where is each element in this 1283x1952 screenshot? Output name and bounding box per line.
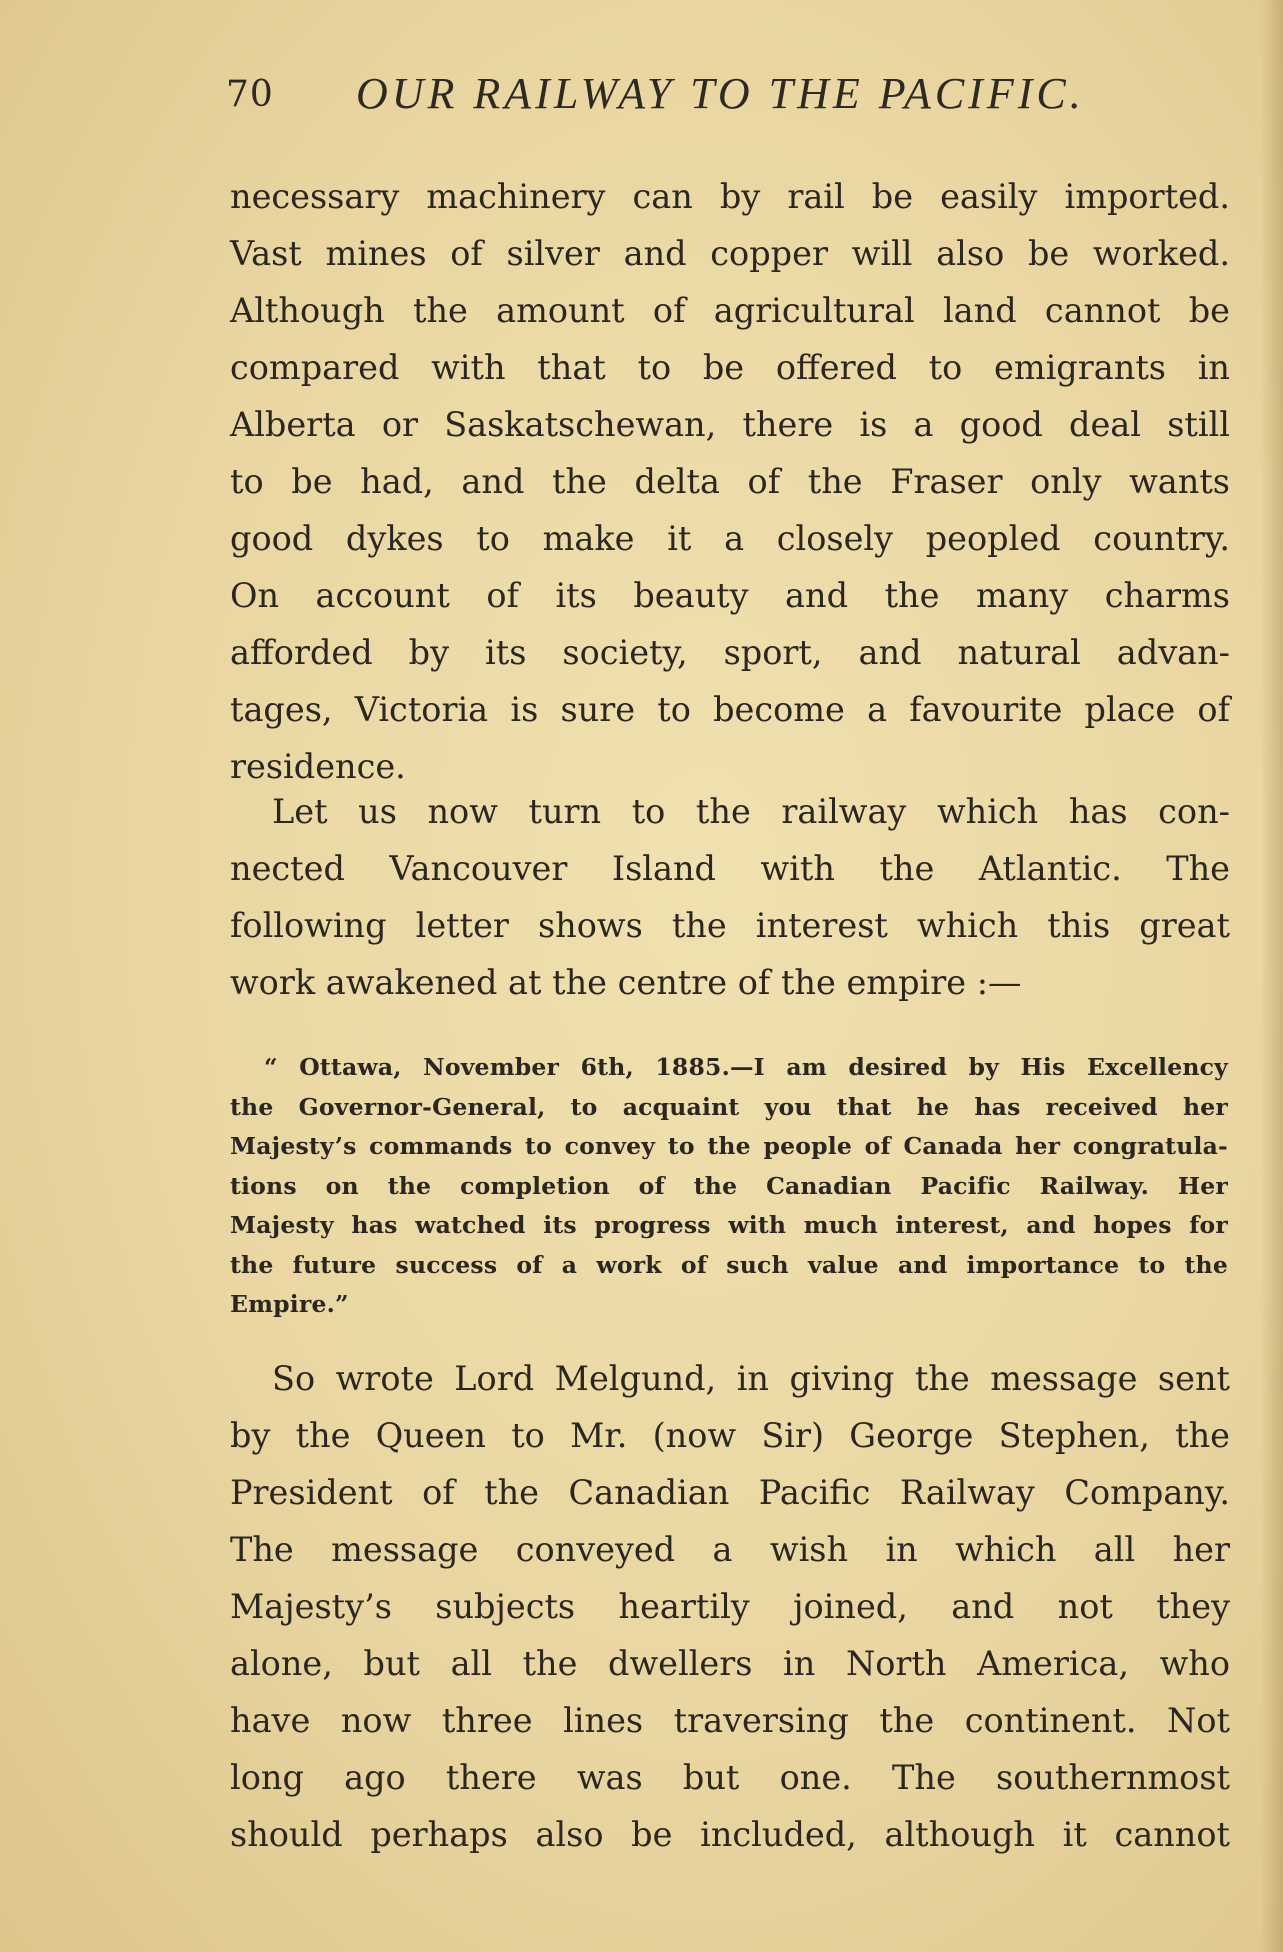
text-line: So wrote Lord Melgund, in giving the message sent: [272, 1359, 1230, 1398]
text-line: necessary machinery can by rail be easily imported.: [230, 177, 1230, 216]
text-line: should perhaps also be included, although it cannot: [230, 1815, 1230, 1854]
text-line: work awakened at the centre of the empire :—: [230, 963, 1022, 1002]
page-number: 70: [226, 74, 274, 115]
text-line: by the Queen to Mr. (now Sir) George Stephen, the: [230, 1416, 1230, 1455]
paragraph-2: [230, 783, 1230, 1011]
quote-line: tions on the completion of the Canadian Pacific Railway. Her: [230, 1171, 1228, 1200]
text-line: Majesty’s subjects heartily joined, and not they: [230, 1587, 1230, 1626]
text-line: Let us now turn to the railway which has con-: [272, 792, 1230, 831]
text-line: On account of its beauty and the many charms: [230, 576, 1230, 615]
text-line: President of the Canadian Pacific Railway Company.: [230, 1473, 1230, 1512]
quote-line: Empire.”: [230, 1290, 349, 1318]
text-line: Vast mines of silver and copper will also be worked.: [230, 234, 1230, 273]
quote-line: “ Ottawa, November 6th, 1885.—I am desired by His Excellency: [264, 1053, 1228, 1081]
text-line: compared with that to be offered to emigrants in: [230, 348, 1230, 387]
page-header: [226, 68, 1236, 128]
text-line: have now three lines traversing the continent. Not: [230, 1701, 1230, 1740]
quote-line: Majesty has watched its progress with much interest, and hopes for: [230, 1211, 1228, 1239]
quote-line: the future success of a work of such value and importance to the: [230, 1250, 1228, 1279]
text-line: tages, Victoria is sure to become a favourite place of: [230, 690, 1230, 729]
text-line: alone, but all the dwellers in North America, who: [230, 1644, 1230, 1683]
running-title: OUR RAILWAY TO THE PACIFIC.: [356, 69, 1085, 118]
paragraph-3: [230, 1350, 1230, 1863]
text-line: afforded by its society, sport, and natural advan-: [230, 633, 1230, 672]
text-line: to be had, and the delta of the Fraser only wants: [230, 462, 1230, 501]
text-line: nected Vancouver Island with the Atlantic. The: [230, 849, 1230, 888]
text-line: residence.: [230, 747, 406, 786]
text-line: Alberta or Saskatschewan, there is a good deal still: [230, 405, 1230, 444]
text-line: long ago there was but one. The southernmost: [230, 1758, 1230, 1797]
quote-line: Majesty’s commands to convey to the people of Canada her congratula-: [230, 1132, 1228, 1160]
quote-line: the Governor-General, to acquaint you that he has received her: [230, 1092, 1228, 1121]
text-line: The message conveyed a wish in which all her: [230, 1530, 1230, 1569]
text-line: Although the amount of agricultural land cannot be: [230, 291, 1230, 330]
page-edge-shadow: [1261, 0, 1283, 1952]
text-line: good dykes to make it a closely peopled country.: [230, 519, 1230, 558]
block-quotation: [230, 1048, 1228, 1325]
text-line: following letter shows the interest which this great: [230, 906, 1230, 945]
paragraph-1: [230, 168, 1230, 795]
